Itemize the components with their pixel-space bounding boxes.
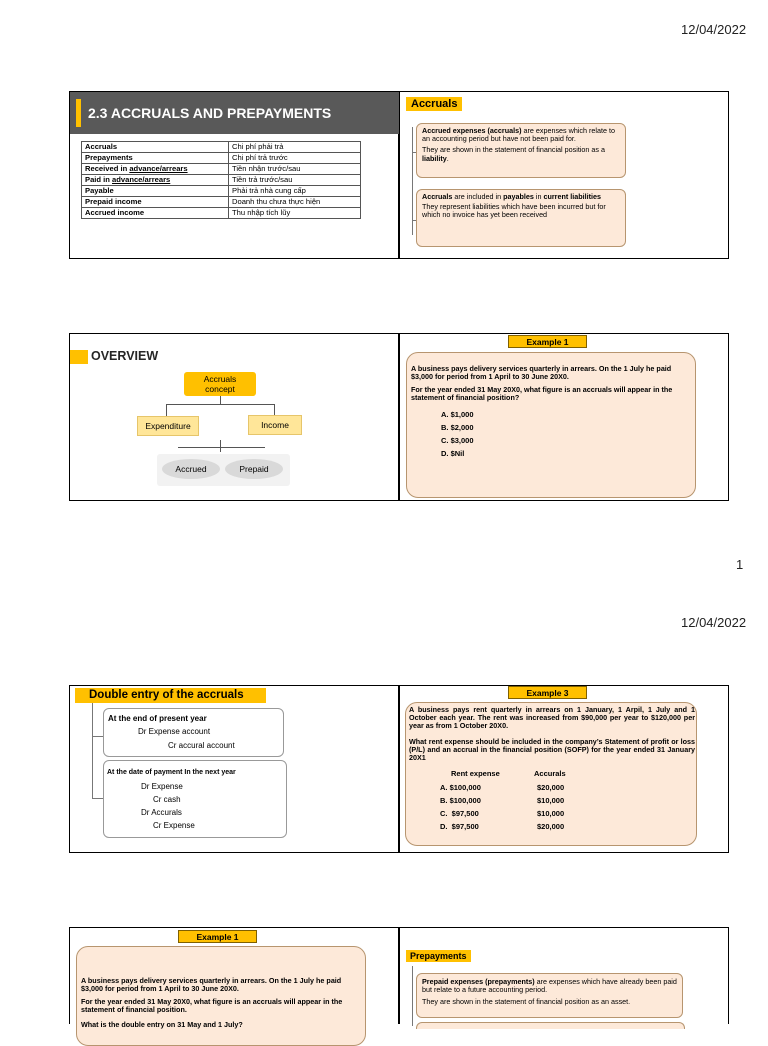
slide-prepayments xyxy=(399,927,729,1024)
entry-line: Cr accural account xyxy=(168,741,235,750)
term-vi: Chi phí phải trả xyxy=(229,142,361,153)
term-en: Accruals xyxy=(82,142,229,153)
connector-line xyxy=(412,966,413,1026)
question-box xyxy=(406,352,696,498)
question-text: What rent expense should be included in the company’s Statement of profit or loss (P/L) and an accrual in the financial position (SOFP) for the year ended 31 January 20X1 xyxy=(409,737,695,763)
table-row xyxy=(82,197,361,208)
liabilities-text: They represent liabilities which have been incurred but for which no invoice has yet been received xyxy=(422,202,606,220)
slide-accruals xyxy=(399,91,729,259)
term-en: Prepayments xyxy=(82,153,229,164)
title-accent xyxy=(70,350,88,364)
answer-accrual: $20,000 xyxy=(537,783,565,792)
question-text: A business pays delivery services quarterly in arrears. On the 1 July he paid $3,000 for period from 1 April to 30 June 20X0. xyxy=(411,364,672,382)
slide-title: Example 1 xyxy=(178,930,257,943)
question-text: A business pays rent quarterly in arrears on 1 January, 1 Arpil, 1 July and 1 October each year. The rent was increased from $90,000 per year to $120,000 per year as from 1 October 20X0. xyxy=(409,705,695,731)
payment-date-box xyxy=(103,760,287,838)
accruals-payables-box xyxy=(416,189,626,247)
accrued-expenses-box xyxy=(416,123,626,178)
term-en: Received in advance/arrears xyxy=(82,164,229,175)
term-en: Prepaid income xyxy=(82,197,229,208)
answer-option: A. $1,000 xyxy=(441,410,474,419)
answer-row: B. $100,000 xyxy=(440,796,481,805)
answer-option: D. $Nil xyxy=(441,449,465,458)
entry-line: Dr Expense xyxy=(141,782,183,791)
term-vi: Tiền nhận trước/sau xyxy=(229,164,361,175)
table-row xyxy=(82,186,361,197)
title-accent xyxy=(76,99,81,127)
term-vi: Tiền trả trước/sau xyxy=(229,175,361,186)
connector-line xyxy=(220,440,221,452)
table-row xyxy=(82,142,361,153)
slide-example-1-double-entry xyxy=(69,927,399,1029)
sofp-text: They are shown in the statement of financial position as a liability. xyxy=(422,145,605,163)
question-box xyxy=(76,946,366,1046)
connector-line xyxy=(412,127,413,235)
slide-title: 2.3 ACCRUALS AND PREPAYMENTS xyxy=(88,105,332,121)
expenditure-node: Expenditure xyxy=(137,416,199,436)
question-text: For the year ended 31 May 20X0, what figure is an accruals will appear in the statement of financial position. xyxy=(81,997,343,1015)
entry-line: Dr Expense account xyxy=(138,727,211,736)
answer-row: A. $100,000 xyxy=(440,783,481,792)
question-text: For the year ended 31 May 20X0, what figure is an accruals will appear in the statement of financial position? xyxy=(411,385,673,403)
table-row xyxy=(82,153,361,164)
entry-line: Dr Accurals xyxy=(141,808,182,817)
definition-text: Accrued expenses (accruals) are expenses which relate to an accounting period but have not been paid for. xyxy=(422,126,615,144)
slide-title: Prepayments xyxy=(406,950,471,962)
accruals-concept-node: Accruals concept xyxy=(184,372,256,396)
term-vi: Chi phí trả trước xyxy=(229,153,361,164)
definition-text: Prepaid expenses (prepayments) are expenses which have already been paid but relate to a future accounting period. xyxy=(422,977,677,995)
term-en: Payable xyxy=(82,186,229,197)
table-row xyxy=(82,164,361,175)
slide-title: OVERVIEW xyxy=(91,349,159,363)
slide-double-entry xyxy=(69,685,399,853)
column-header: Rent expense xyxy=(451,769,500,778)
next-box-edge xyxy=(416,1022,685,1029)
answer-row: C. $97,500 xyxy=(440,809,479,818)
answer-accrual: $10,000 xyxy=(537,809,565,818)
column-header: Accurals xyxy=(534,769,566,778)
answer-accrual: $20,000 xyxy=(537,822,565,831)
payables-text: Accruals are included in payables in current liabilities xyxy=(422,192,602,201)
answer-option: B. $2,000 xyxy=(441,423,474,432)
question-text: A business pays delivery services quarterly in arrears. On the 1 July he paid $3,000 for period from 1 April to 30 June 20X0. xyxy=(81,976,342,994)
connector-line xyxy=(220,396,221,404)
term-vi: Doanh thu chưa thực hiện xyxy=(229,197,361,208)
slide-overview xyxy=(69,333,399,501)
entry-line: Cr Expense xyxy=(153,821,195,830)
box-heading: At the end of present year xyxy=(108,714,207,723)
slide-title: Example 3 xyxy=(508,686,587,699)
sofp-text: They are shown in the statement of financial position as an asset. xyxy=(422,997,631,1007)
term-en: Paid in advance/arrears xyxy=(82,175,229,186)
page1-number: 1 xyxy=(736,557,744,572)
answer-row: D. $97,500 xyxy=(440,822,479,831)
connector-line xyxy=(166,404,275,405)
table-row xyxy=(82,208,361,219)
slide-title: Accruals xyxy=(406,97,462,111)
slide-title: Double entry of the accruals xyxy=(75,688,266,703)
prepaid-expenses-box xyxy=(416,973,683,1018)
income-node: Income xyxy=(248,415,302,435)
term-vi: Phải trả nhà cung cấp xyxy=(229,186,361,197)
year-end-box xyxy=(103,708,284,757)
box-heading: At the date of payment In the next year xyxy=(107,769,236,776)
slide-example-3 xyxy=(399,685,729,853)
page1-date: 12/04/2022 xyxy=(681,22,747,37)
slide-example-1 xyxy=(399,333,729,501)
question-text: What is the double entry on 31 May and 1 July? xyxy=(81,1020,243,1029)
answer-option: C. $3,000 xyxy=(441,436,474,445)
term-vi: Thu nhập tích lũy xyxy=(229,208,361,219)
table-row xyxy=(82,175,361,186)
slide-accruals-and-prepayments xyxy=(69,91,399,259)
connector-line xyxy=(178,447,265,448)
question-box xyxy=(405,702,697,846)
term-en: Accrued income xyxy=(82,208,229,219)
terms-table xyxy=(81,141,361,219)
prepaid-node: Prepaid xyxy=(225,459,283,479)
page2-date: 12/04/2022 xyxy=(681,615,747,630)
entry-line: Cr cash xyxy=(153,795,181,804)
accrued-node: Accrued xyxy=(162,459,220,479)
slide-title: Example 1 xyxy=(508,335,587,348)
connector-line xyxy=(92,703,93,798)
connector-line xyxy=(166,404,167,416)
answer-accrual: $10,000 xyxy=(537,796,565,805)
